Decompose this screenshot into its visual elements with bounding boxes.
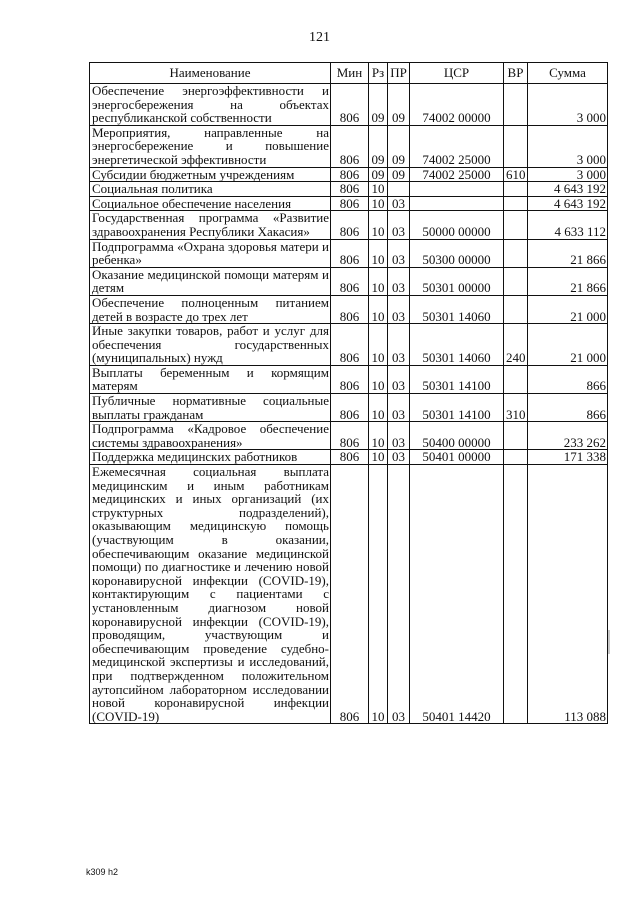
cell-rz: 10 <box>369 211 388 239</box>
table-row <box>90 196 608 211</box>
cell-min: 806 <box>331 84 369 126</box>
page-number: 121 <box>309 30 330 45</box>
cell-sum: 3 000 <box>528 167 608 182</box>
cell-csr: 50301 14100 <box>410 365 504 393</box>
cell-csr: 50000 00000 <box>410 211 504 239</box>
header-pr: ПР <box>388 63 410 84</box>
cell-pr: 03 <box>388 422 410 450</box>
cell-sum: 21 000 <box>528 324 608 366</box>
cell-name: Поддержка медицинских работников <box>90 450 331 465</box>
cell-name: Мероприятия, направленные на энергосбережение и повышение энергетической эффективности <box>90 125 331 167</box>
cell-sum: 21 000 <box>528 295 608 323</box>
cell-rz: 09 <box>369 125 388 167</box>
cell-min: 806 <box>331 125 369 167</box>
cell-name: Обеспечение энергоэффективности и энергосбережения на объектах республиканской собственности <box>90 84 331 126</box>
cell-min: 806 <box>331 465 369 724</box>
cell-vr <box>504 295 528 323</box>
budget-table-container <box>89 62 607 724</box>
cell-vr <box>504 182 528 197</box>
cell-min: 806 <box>331 196 369 211</box>
cell-rz: 10 <box>369 295 388 323</box>
cell-vr <box>504 365 528 393</box>
cell-name: Иные закупки товаров, работ и услуг для обеспечения государственных (муниципальных) нужд <box>90 324 331 366</box>
cell-sum: 866 <box>528 394 608 422</box>
table-row <box>90 324 608 366</box>
cell-min: 806 <box>331 267 369 295</box>
cell-sum: 4 643 192 <box>528 182 608 197</box>
cell-sum: 21 866 <box>528 239 608 267</box>
cell-sum: 21 866 <box>528 267 608 295</box>
table-row <box>90 450 608 465</box>
cell-name: Подпрограмма «Кадровое обеспечение системы здравоохранения» <box>90 422 331 450</box>
table-row <box>90 167 608 182</box>
cell-vr <box>504 239 528 267</box>
cell-rz: 10 <box>369 465 388 724</box>
cell-name: Публичные нормативные социальные выплаты гражданам <box>90 394 331 422</box>
cell-vr <box>504 465 528 724</box>
table-row <box>90 365 608 393</box>
cell-csr: 74002 25000 <box>410 125 504 167</box>
cell-name: Подпрограмма «Охрана здоровья матери и ребенка» <box>90 239 331 267</box>
header-min: Мин <box>331 63 369 84</box>
table-row <box>90 465 608 724</box>
cell-min: 806 <box>331 365 369 393</box>
cell-sum: 3 000 <box>528 125 608 167</box>
table-row <box>90 394 608 422</box>
cell-name: Субсидии бюджетным учреждениям <box>90 167 331 182</box>
cell-vr <box>504 422 528 450</box>
table-row <box>90 267 608 295</box>
cell-rz: 09 <box>369 84 388 126</box>
cell-rz: 10 <box>369 267 388 295</box>
cell-min: 806 <box>331 239 369 267</box>
cell-sum: 113 088 <box>528 465 608 724</box>
cell-sum: 3 000 <box>528 84 608 126</box>
cell-pr: 03 <box>388 450 410 465</box>
cell-pr: 03 <box>388 324 410 366</box>
cell-name: Социальное обеспечение населения <box>90 196 331 211</box>
cell-name: Выплаты беременным и кормящим матерям <box>90 365 331 393</box>
cell-rz: 10 <box>369 196 388 211</box>
cell-pr <box>388 182 410 197</box>
cell-sum: 866 <box>528 365 608 393</box>
cell-pr: 03 <box>388 465 410 724</box>
table-row <box>90 239 608 267</box>
cell-csr: 50300 00000 <box>410 239 504 267</box>
cell-pr: 03 <box>388 365 410 393</box>
cell-pr: 03 <box>388 211 410 239</box>
cell-csr: 50400 00000 <box>410 422 504 450</box>
cell-sum: 233 262 <box>528 422 608 450</box>
table-row <box>90 211 608 239</box>
cell-csr <box>410 182 504 197</box>
cell-min: 806 <box>331 324 369 366</box>
header-vr: ВР <box>504 63 528 84</box>
cell-csr: 50301 00000 <box>410 267 504 295</box>
cell-vr: 240 <box>504 324 528 366</box>
cell-min: 806 <box>331 182 369 197</box>
table-row <box>90 182 608 197</box>
cell-vr <box>504 211 528 239</box>
cell-min: 806 <box>331 450 369 465</box>
cell-pr: 09 <box>388 125 410 167</box>
table-row <box>90 295 608 323</box>
table-row <box>90 125 608 167</box>
cell-pr: 03 <box>388 394 410 422</box>
cell-rz: 10 <box>369 394 388 422</box>
cell-name: Обеспечение полноценным питанием детей в возрасте до трех лет <box>90 295 331 323</box>
cell-csr <box>410 196 504 211</box>
cell-name: Оказание медицинской помощи матерям и детям <box>90 267 331 295</box>
cell-rz: 10 <box>369 422 388 450</box>
header-rz: Рз <box>369 63 388 84</box>
cell-min: 806 <box>331 422 369 450</box>
cell-rz: 10 <box>369 182 388 197</box>
cell-vr: 610 <box>504 167 528 182</box>
cell-csr: 74002 25000 <box>410 167 504 182</box>
cell-vr <box>504 450 528 465</box>
cell-pr: 09 <box>388 84 410 126</box>
cell-csr: 50401 14420 <box>410 465 504 724</box>
header-csr: ЦСР <box>410 63 504 84</box>
cell-csr: 50301 14060 <box>410 295 504 323</box>
cell-min: 806 <box>331 167 369 182</box>
table-row <box>90 84 608 126</box>
cell-csr: 74002 00000 <box>410 84 504 126</box>
cell-pr: 03 <box>388 267 410 295</box>
cell-min: 806 <box>331 295 369 323</box>
cell-vr <box>504 84 528 126</box>
cell-csr: 50301 14060 <box>410 324 504 366</box>
cell-rz: 10 <box>369 450 388 465</box>
header-name: Наименование <box>90 63 331 84</box>
cell-pr: 03 <box>388 239 410 267</box>
cell-csr: 50401 00000 <box>410 450 504 465</box>
cell-vr <box>504 125 528 167</box>
cell-name: Ежемесячная социальная выплата медицинским и иным работникам медицинских и иных организаций (их структурных подразделений), оказывающим медицинскую помощь (участвующим в оказании, обеспечивающим оказание медицинской помощи) по диагностике и лечению новой коронавирусной инфекции (COVID-19), контактирующим с пациентами с установленным диагнозом новой коронавирусной инфекции (COVID-19), проводящим, участвующим и обеспечивающим проведение судебно-медицинской экспертизы и исследований, при подтвержденном положительном аутопсийном лабораторном исследовании новой коронавирусной инфекции (COVID-19) <box>90 465 331 724</box>
cell-rz: 09 <box>369 167 388 182</box>
cell-min: 806 <box>331 211 369 239</box>
footer-code: k309 h2 <box>86 867 119 877</box>
cell-min: 806 <box>331 394 369 422</box>
cell-name: Социальная политика <box>90 182 331 197</box>
cell-pr: 09 <box>388 167 410 182</box>
cell-sum: 4 633 112 <box>528 211 608 239</box>
table-header-row <box>90 63 608 84</box>
header-sum: Сумма <box>528 63 608 84</box>
cell-rz: 10 <box>369 365 388 393</box>
cell-pr: 03 <box>388 295 410 323</box>
cell-csr: 50301 14100 <box>410 394 504 422</box>
cell-name: Государственная программа «Развитие здравоохранения Республики Хакасия» <box>90 211 331 239</box>
scan-mark <box>608 630 610 654</box>
cell-sum: 171 338 <box>528 450 608 465</box>
cell-pr: 03 <box>388 196 410 211</box>
table-body <box>90 84 608 724</box>
cell-sum: 4 643 192 <box>528 196 608 211</box>
cell-vr: 310 <box>504 394 528 422</box>
budget-table <box>89 62 608 724</box>
cell-vr <box>504 196 528 211</box>
table-row <box>90 422 608 450</box>
cell-vr <box>504 267 528 295</box>
cell-rz: 10 <box>369 239 388 267</box>
cell-rz: 10 <box>369 324 388 366</box>
